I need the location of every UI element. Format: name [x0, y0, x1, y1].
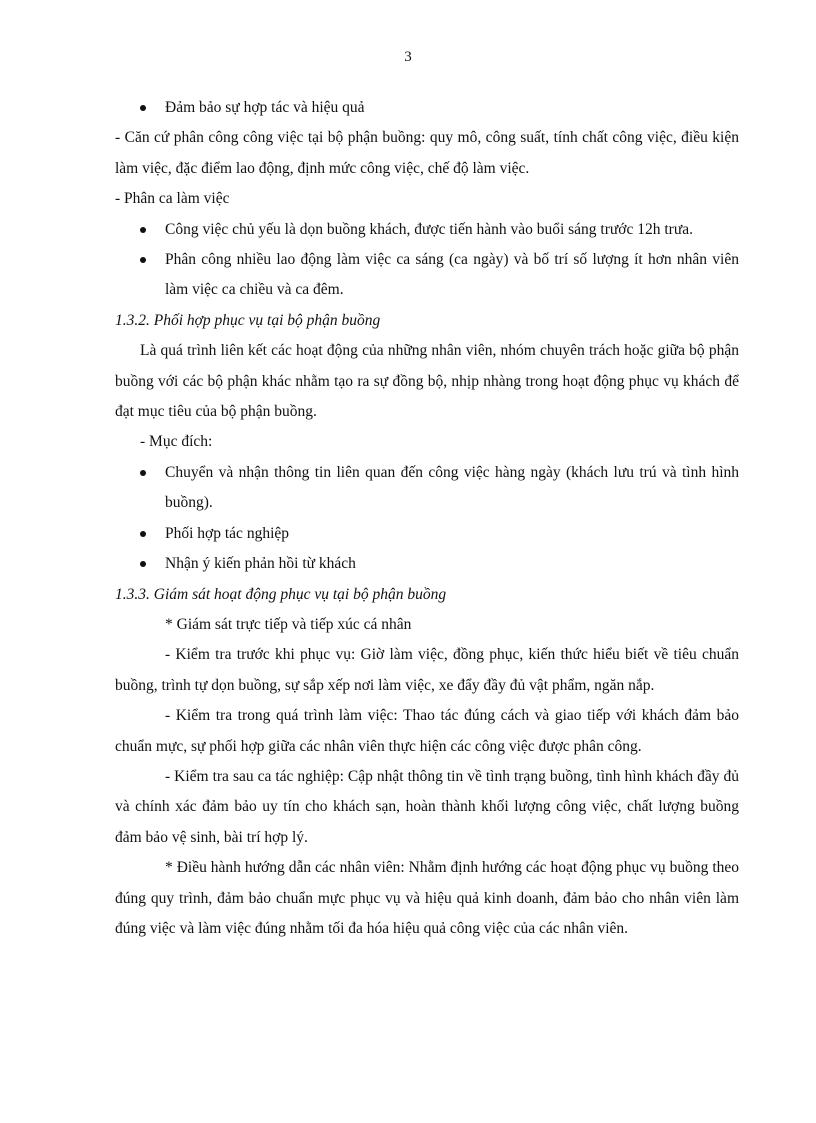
paragraph: * Giám sát trực tiếp và tiếp xúc cá nhân	[165, 615, 412, 633]
paragraph: - Kiểm tra sau ca tác nghiệp: Cập nhật thông tin về tình trạng buồng, tình hình khách đầy đủ và chính xác đảm bảo uy tín cho khách sạn, hoàn thành khối lượng công việc, chất lượng buồng đảm bảo vệ sinh, bài trí hợp lý.	[115, 767, 739, 846]
bullet-icon	[140, 227, 146, 233]
bullet-item: Đảm bảo sự hợp tác và hiệu quả	[115, 93, 739, 123]
page-number: 3	[404, 49, 412, 65]
bullet-icon	[140, 561, 146, 567]
paragraph: * Điều hành hướng dẫn các nhân viên: Nhằm định hướng các hoạt động phục vụ buồng theo đúng quy trình, đảm bảo chuẩn mực phục vụ và hiệu quả kinh doanh, đảm bảo cho nhân viên làm đúng việc và làm việc đúng nhằm tối đa hóa hiệu quả công việc của các nhân viên.	[115, 859, 739, 937]
bullet-icon	[140, 531, 146, 537]
bullet-item: Phân công nhiều lao động làm việc ca sáng (ca ngày) và bố trí số lượng ít hơn nhân viên làm việc ca chiều và ca đêm.	[115, 245, 739, 306]
document-body	[115, 93, 739, 944]
bullet-item: Công việc chủ yếu là dọn buồng khách, được tiến hành vào buổi sáng trước 12h trưa.	[115, 215, 739, 245]
bullet-item: Nhận ý kiến phản hồi từ khách	[115, 549, 739, 579]
paragraph: - Kiểm tra trước khi phục vụ: Giờ làm việc, đồng phục, kiến thức hiểu biết về tiêu chuẩn buồng, trình tự dọn buồng, sự sắp xếp nơi làm việc, xe đẩy đầy đủ vật phẩm, ngăn nắp.	[115, 646, 739, 694]
section-heading: 1.3.2. Phối hợp phục vụ tại bộ phận buồng	[115, 311, 381, 329]
bullet-icon	[140, 105, 146, 111]
paragraph: - Mục đích:	[140, 433, 213, 451]
paragraph: Là quá trình liên kết các hoạt động của những nhân viên, nhóm chuyên trách hoặc giữa bộ phận buồng với các bộ phận khác nhằm tạo ra sự đồng bộ, nhịp nhàng trong hoạt động phục vụ khách để đạt mục tiêu của bộ phận buồng.	[115, 342, 739, 421]
bullet-item: Chuyển và nhận thông tin liên quan đến công việc hàng ngày (khách lưu trú và tình hình buồng).	[115, 458, 739, 519]
paragraph: - Kiểm tra trong quá trình làm việc: Thao tác đúng cách và giao tiếp với khách đảm bảo chuẩn mực, sự phối hợp giữa các nhân viên thực hiện các công việc được phân công.	[115, 707, 739, 755]
bullet-item: Phối hợp tác nghiệp	[115, 519, 739, 549]
bullet-icon	[140, 470, 146, 476]
bullet-icon	[140, 257, 146, 263]
paragraph: - Căn cứ phân công công việc tại bộ phận buồng: quy mô, công suất, tính chất công việc, điều kiện làm việc, đặc điểm lao động, định mức công việc, chế độ làm việc.	[115, 129, 739, 177]
paragraph: - Phân ca làm việc	[115, 190, 230, 208]
section-heading: 1.3.3. Giám sát hoạt động phục vụ tại bộ phận buồng	[115, 585, 447, 603]
